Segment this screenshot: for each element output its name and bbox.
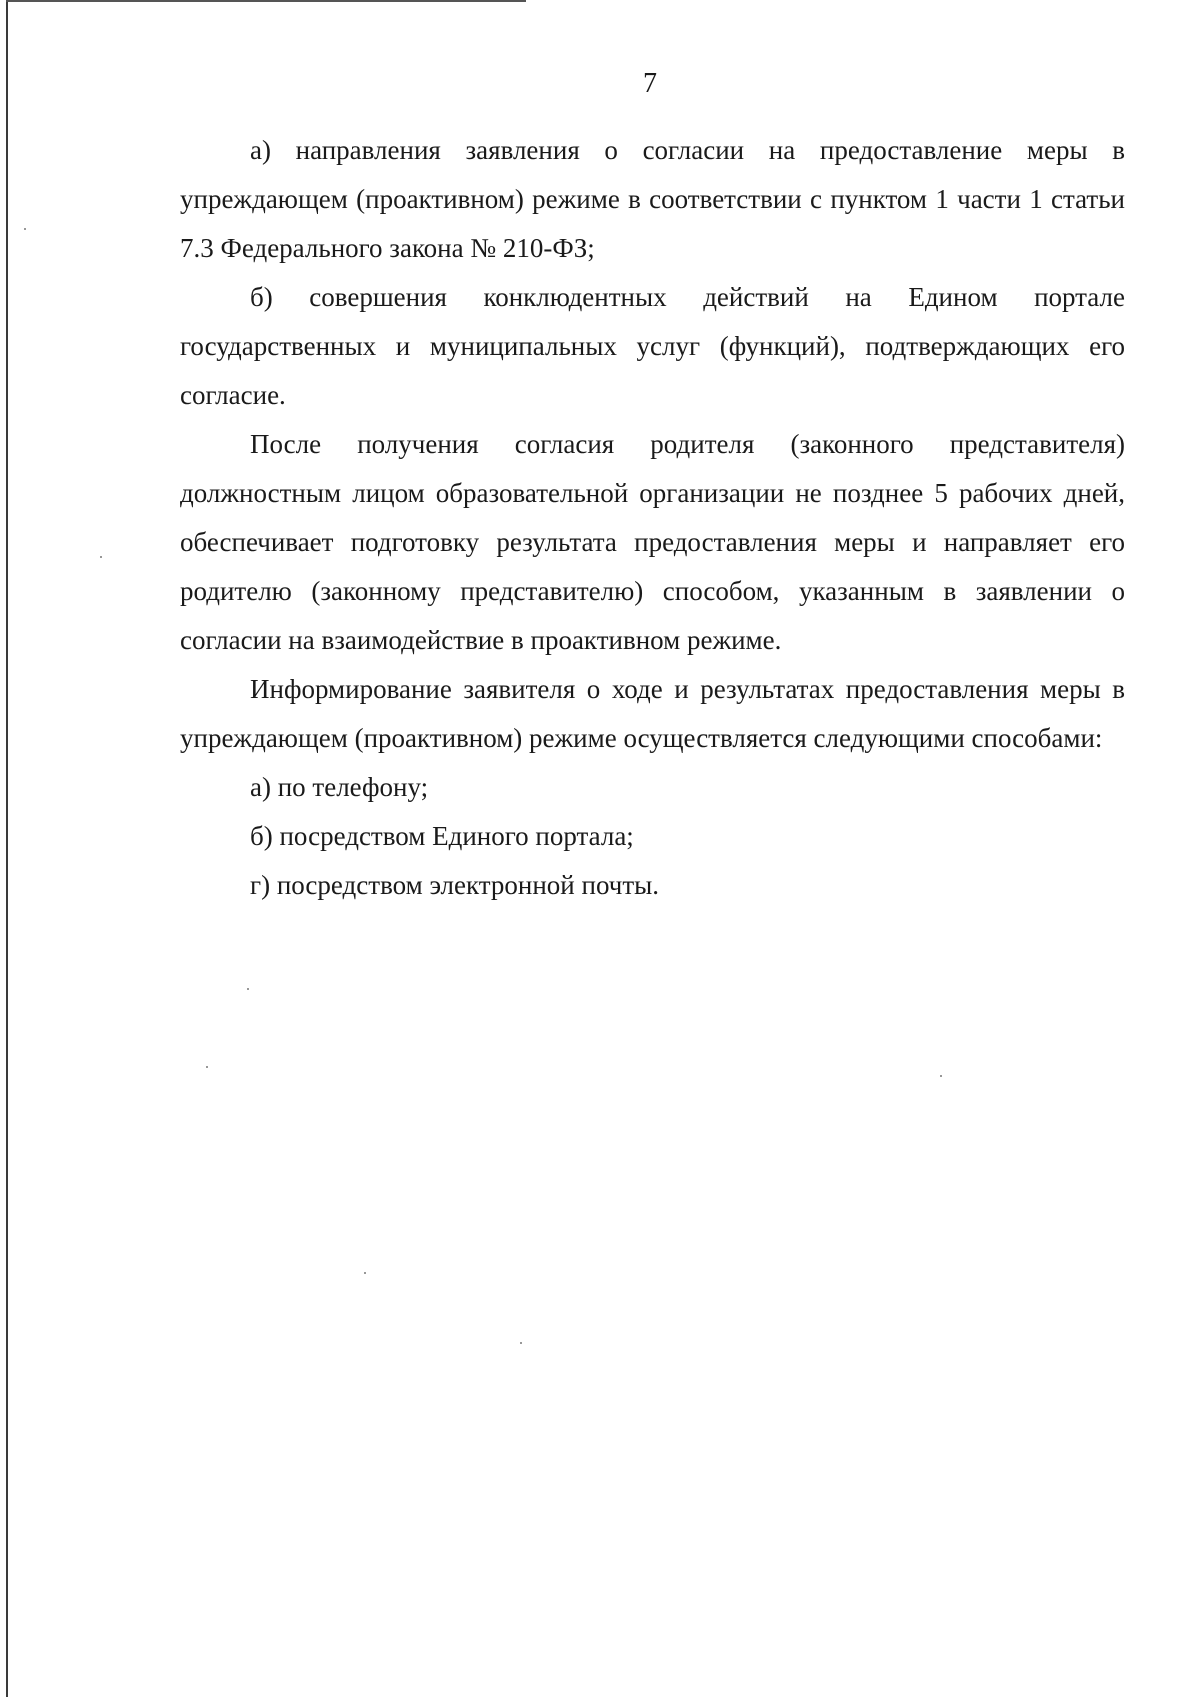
paragraph-consent-application: а) направления заявления о согласии на предоставление меры в упреждающем (проактивном) режиме в соответствии с пунктом 1 части 1 статьи 7.3 Федерального закона № 210-ФЗ;: [180, 135, 1125, 263]
paragraph-conclusive-actions: б) совершения конклюдентных действий на Едином портале государственных и муниципальных услуг (функций), подтверждающих его согласие.: [180, 282, 1125, 410]
scan-edge-left: [6, 0, 8, 1697]
list-item-portal: б) посредством Единого портала;: [250, 821, 634, 851]
scan-edge-top: [6, 0, 526, 2]
scan-speck: [364, 1272, 366, 1274]
paragraph-informing: Информирование заявителя о ходе и результатах предоставления меры в упреждающем (проактивном) режиме осуществляется следующими способами:: [180, 674, 1125, 753]
paragraph-after-consent: После получения согласия родителя (законного представителя) должностным лицом образовательной организации не позднее 5 рабочих дней, обеспечивает подготовку результата предоставления меры и направляет его родителю (законному представителю) способом, указанным в заявлении о согласии на взаимодействие в проактивном режиме.: [180, 429, 1125, 655]
scan-speck: [100, 556, 102, 558]
list-item-email: г) посредством электронной почты.: [250, 870, 660, 900]
page-number: 7: [643, 68, 657, 99]
list-item-phone: а) по телефону;: [250, 772, 429, 802]
document-body: [180, 126, 1125, 910]
scan-speck: [520, 1342, 522, 1344]
scan-speck: [24, 228, 26, 230]
scan-speck: [206, 1066, 208, 1068]
scan-speck: [247, 988, 249, 990]
scan-speck: [940, 1075, 942, 1077]
